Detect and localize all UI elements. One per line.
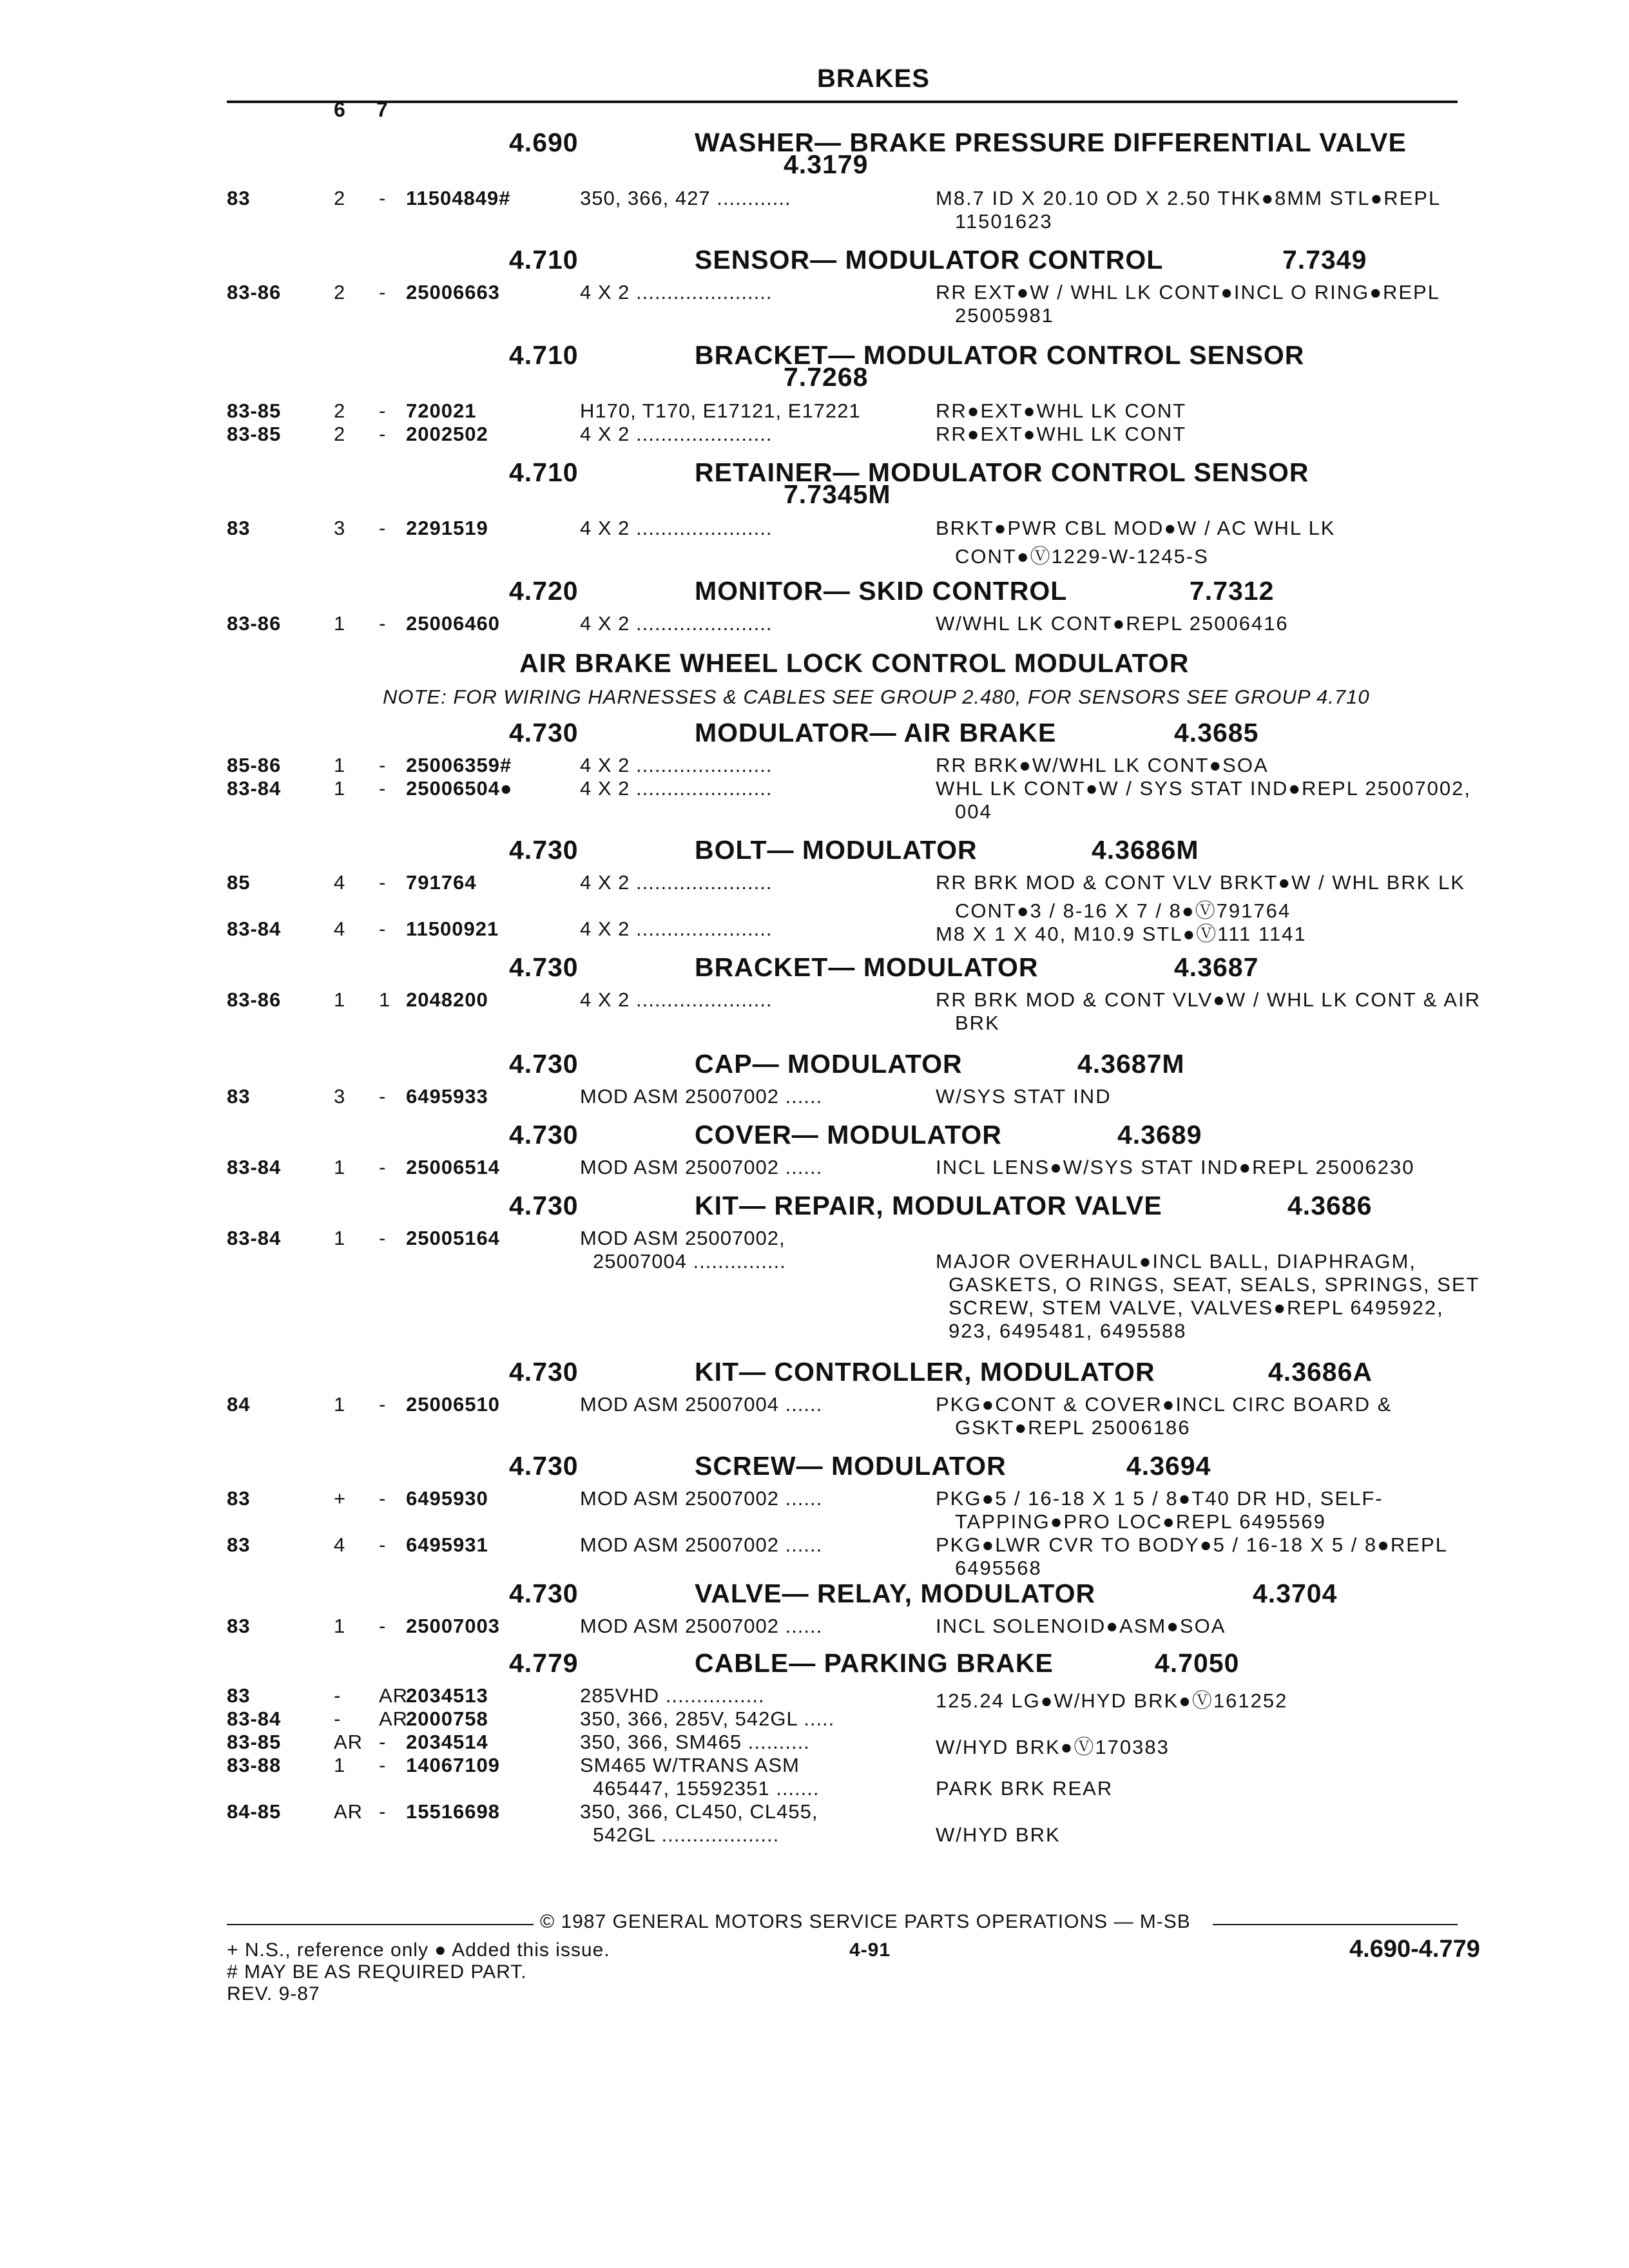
part-name: RETAINER— MODULATOR CONTROL SENSOR [695, 457, 1309, 487]
description-cont: MAJOR OVERHAUL●INCL BALL, DIAPHRAGM, [936, 1250, 1416, 1273]
group-code: 7.7345M [784, 479, 891, 509]
model-year: 83 [227, 517, 251, 539]
description: M8 X 1 X 40, M10.9 STL●Ⓥ111 1141 [936, 923, 1307, 945]
qty-col-7: 1 [379, 988, 391, 1011]
part-number: 11504849# [406, 187, 511, 209]
qty-col-6: 2 [334, 423, 346, 445]
part-number: 6495931 [406, 1533, 488, 1556]
description-cont: W/HYD BRK [936, 1823, 1061, 1846]
description: PKG●LWR CVR TO BODY●5 / 16-18 X 5 / 8●REPL [936, 1533, 1448, 1556]
part-number: 25006514 [406, 1156, 500, 1178]
description-cont: 11501623 [955, 210, 1053, 233]
group-code: 4.3694 [1126, 1451, 1211, 1481]
description: PKG●5 / 16-18 X 1 5 / 8●T40 DR HD, SELF- [936, 1487, 1383, 1510]
description-cont: SCREW, STEM VALVE, VALVES●REPL 6495922, [949, 1296, 1444, 1319]
application: MOD ASM 25007002 ...... [580, 1085, 823, 1108]
group-code: 7.7312 [1190, 576, 1275, 606]
model-year: 84 [227, 1393, 251, 1416]
column-header-7: 7 [376, 98, 388, 121]
part-number: 2002502 [406, 423, 488, 445]
application: 4 X 2 ...................... [580, 777, 773, 800]
qty-col-7: - [379, 281, 387, 303]
application: 4 X 2 ...................... [580, 281, 773, 303]
application: H170, T170, E17121, E17221 [580, 399, 861, 422]
model-year: 83-84 [227, 1707, 282, 1730]
application: 350, 366, SM465 .......... [580, 1731, 810, 1753]
part-name: MONITOR— SKID CONTROL [695, 576, 1068, 606]
application-cont: 465447, 15592351 ....... [593, 1777, 820, 1800]
description: 125.24 LG●W/HYD BRK●Ⓥ161252 [936, 1689, 1288, 1712]
group-number: 4.730 [509, 1579, 579, 1608]
part-number: 25006460 [406, 612, 500, 635]
qty-col-7: - [379, 1487, 387, 1510]
group-number: 4.730 [509, 1049, 579, 1079]
qty-col-7: - [379, 1227, 387, 1249]
application: 350, 366, CL450, CL455, [580, 1800, 818, 1823]
group-number: 4.730 [509, 1191, 579, 1220]
qty-col-6: 1 [334, 1393, 346, 1416]
group-code: 4.3685 [1174, 718, 1259, 747]
application: 4 X 2 ...................... [580, 918, 773, 940]
part-name: COVER— MODULATOR [695, 1120, 1002, 1149]
part-name: CABLE— PARKING BRAKE [695, 1648, 1054, 1678]
qty-col-7: - [379, 918, 387, 940]
qty-col-7: - [379, 1533, 387, 1556]
qty-col-7: - [379, 1393, 387, 1416]
model-year: 83-86 [227, 988, 282, 1011]
description: PKG●CONT & COVER●INCL CIRC BOARD & [936, 1393, 1393, 1416]
qty-col-7: AR [379, 1684, 409, 1707]
part-number: 14067109 [406, 1754, 500, 1776]
qty-col-7: AR [379, 1707, 409, 1730]
description-cont: CONT●Ⓥ1229-W-1245-S [955, 545, 1209, 568]
part-number: 6495933 [406, 1085, 488, 1108]
qty-col-6: 1 [334, 1615, 346, 1637]
part-number: 25006510 [406, 1393, 500, 1416]
qty-col-7: - [379, 187, 387, 209]
description: RR●EXT●WHL LK CONT [936, 399, 1187, 422]
application-cont: 542GL ................... [593, 1823, 780, 1846]
group-code: 4.3686A [1268, 1357, 1373, 1387]
qty-col-6: 4 [334, 918, 346, 940]
part-number: 25006504● [406, 777, 513, 800]
page-number: 4-91 [849, 1939, 891, 1961]
air-brake-note: NOTE: FOR WIRING HARNESSES & CABLES SEE GROUP 2.480, FOR SENSORS SEE GROUP 4.710 [383, 686, 1370, 708]
group-number: 4.710 [509, 457, 579, 487]
group-code: 4.3686 [1287, 1191, 1373, 1220]
description: BRKT●PWR CBL MOD●W / AC WHL LK [936, 517, 1336, 539]
group-number: 4.730 [509, 1357, 579, 1387]
qty-col-7: - [379, 1156, 387, 1178]
qty-col-6: 2 [334, 187, 346, 209]
part-name: CAP— MODULATOR [695, 1049, 963, 1079]
model-year: 83-88 [227, 1754, 282, 1776]
part-name: MODULATOR— AIR BRAKE [695, 718, 1057, 747]
footer-note-1: + N.S., reference only ● Added this issue. [227, 1939, 610, 1961]
model-year: 85-86 [227, 754, 282, 776]
application: MOD ASM 25007004 ...... [580, 1393, 823, 1416]
part-name: SCREW— MODULATOR [695, 1451, 1007, 1481]
part-number: 15516698 [406, 1800, 500, 1823]
qty-col-6: 1 [334, 988, 346, 1011]
qty-col-6: 3 [334, 517, 346, 539]
part-number: 791764 [406, 871, 477, 894]
description-cont: BRK [955, 1012, 1000, 1034]
application: 4 X 2 ...................... [580, 988, 773, 1011]
part-name: KIT— CONTROLLER, MODULATOR [695, 1357, 1155, 1387]
description: RR EXT●W / WHL LK CONT●INCL O RING●REPL [936, 281, 1440, 303]
application: MOD ASM 25007002 ...... [580, 1156, 823, 1178]
part-number: 2034514 [406, 1731, 488, 1753]
model-year: 83-86 [227, 612, 282, 635]
group-code: 4.7050 [1155, 1648, 1240, 1678]
qty-col-7: - [379, 754, 387, 776]
footer-rule-right [1213, 1924, 1458, 1925]
model-year: 83 [227, 1615, 251, 1637]
qty-col-6: 1 [334, 1754, 346, 1776]
part-number: 2291519 [406, 517, 488, 539]
description: RR BRK●W/WHL LK CONT●SOA [936, 754, 1269, 776]
qty-col-6: 4 [334, 1533, 346, 1556]
group-number: 4.730 [509, 835, 579, 865]
qty-col-6: 1 [334, 612, 346, 635]
qty-col-6: 3 [334, 1085, 346, 1108]
qty-col-6: AR [334, 1731, 363, 1753]
application: 4 X 2 ...................... [580, 871, 773, 894]
description-cont: 6495568 [955, 1557, 1042, 1579]
model-year: 83-85 [227, 399, 282, 422]
application: MOD ASM 25007002, [580, 1227, 786, 1249]
description: WHL LK CONT●W / SYS STAT IND●REPL 25007002, [936, 777, 1471, 800]
group-number: 4.690 [509, 128, 579, 157]
model-year: 83-84 [227, 1227, 282, 1249]
model-year: 83-84 [227, 918, 282, 940]
description-cont: CONT●3 / 8-16 X 7 / 8●Ⓥ791764 [955, 899, 1291, 922]
part-number: 2000758 [406, 1707, 488, 1730]
qty-col-7: - [379, 1085, 387, 1108]
qty-col-7: - [379, 871, 387, 894]
description: INCL SOLENOID●ASM●SOA [936, 1615, 1226, 1637]
description: INCL LENS●W/SYS STAT IND●REPL 25006230 [936, 1156, 1415, 1178]
description-cont: GSKT●REPL 25006186 [955, 1416, 1191, 1439]
group-number: 4.720 [509, 576, 579, 606]
application-cont: 25007004 ............... [593, 1250, 786, 1273]
part-name: VALVE— RELAY, MODULATOR [695, 1579, 1096, 1608]
qty-col-6: 2 [334, 281, 346, 303]
group-code: 7.7268 [784, 362, 869, 392]
group-number: 4.710 [509, 340, 579, 370]
application: 4 X 2 ...................... [580, 612, 773, 635]
qty-col-7: - [379, 1800, 387, 1823]
qty-col-6: 1 [334, 777, 346, 800]
group-code: 4.3689 [1117, 1120, 1202, 1149]
application: MOD ASM 25007002 ...... [580, 1487, 823, 1510]
part-number: 2034513 [406, 1684, 488, 1707]
description-cont: PARK BRK REAR [936, 1777, 1113, 1800]
part-number: 11500921 [406, 918, 499, 940]
application: 350, 366, 427 ............ [580, 187, 791, 209]
application: SM465 W/TRANS ASM [580, 1754, 800, 1776]
footer-rule-left [227, 1924, 534, 1925]
copyright-line: © 1987 GENERAL MOTORS SERVICE PARTS OPERATIONS — M-SB [540, 1911, 1191, 1932]
description-cont: TAPPING●PRO LOC●REPL 6495569 [955, 1510, 1326, 1533]
group-code: 4.3704 [1253, 1579, 1338, 1608]
footer-note-3: REV. 9-87 [227, 1983, 320, 2004]
application: 285VHD ................ [580, 1684, 765, 1707]
qty-col-7: - [379, 423, 387, 445]
model-year: 83 [227, 1533, 251, 1556]
description: W/WHL LK CONT●REPL 25006416 [936, 612, 1289, 635]
qty-col-7: - [379, 1615, 387, 1637]
part-number: 25006359# [406, 754, 512, 776]
model-year: 83-84 [227, 777, 282, 800]
group-number: 4.730 [509, 1451, 579, 1481]
qty-col-7: - [379, 517, 387, 539]
part-number: 25006663 [406, 281, 500, 303]
part-number: 2048200 [406, 988, 488, 1011]
part-name: KIT— REPAIR, MODULATOR VALVE [695, 1191, 1162, 1220]
description: RR BRK MOD & CONT VLV BRKT●W / WHL BRK LK [936, 871, 1465, 894]
description: W/SYS STAT IND [936, 1085, 1112, 1108]
part-number: 25005164 [406, 1227, 500, 1249]
footer-note-2: # MAY BE AS REQUIRED PART. [227, 1961, 527, 1983]
model-year: 84-85 [227, 1800, 282, 1823]
group-number: 4.779 [509, 1648, 579, 1678]
application: 4 X 2 ...................... [580, 517, 773, 539]
group-code: 4.3686M [1092, 835, 1199, 865]
part-name: BRACKET— MODULATOR [695, 952, 1039, 982]
qty-col-6: 2 [334, 399, 346, 422]
qty-col-6: 1 [334, 1156, 346, 1178]
part-name: BRACKET— MODULATOR CONTROL SENSOR [695, 340, 1305, 370]
description: RR●EXT●WHL LK CONT [936, 423, 1187, 445]
model-year: 85 [227, 871, 251, 894]
part-name: WASHER— BRAKE PRESSURE DIFFERENTIAL VALVE [695, 128, 1407, 157]
model-year: 83-85 [227, 1731, 282, 1753]
description: W/HYD BRK●Ⓥ170383 [936, 1736, 1170, 1758]
group-number: 4.730 [509, 718, 579, 747]
group-number: 4.710 [509, 245, 579, 274]
description-cont: 004 [955, 800, 992, 823]
description-cont: GASKETS, O RINGS, SEAT, SEALS, SPRINGS, SET [949, 1273, 1480, 1296]
group-code: 7.7349 [1282, 245, 1367, 274]
model-year: 83 [227, 1487, 251, 1510]
model-year: 83-85 [227, 423, 282, 445]
group-code: 4.3687 [1174, 952, 1259, 982]
description: RR BRK MOD & CONT VLV●W / WHL LK CONT & AIR [936, 988, 1481, 1011]
part-name: BOLT— MODULATOR [695, 835, 978, 865]
model-year: 83 [227, 187, 251, 209]
application: 4 X 2 ...................... [580, 423, 773, 445]
model-year: 83-84 [227, 1156, 282, 1178]
application: MOD ASM 25007002 ...... [580, 1533, 823, 1556]
part-name: SENSOR— MODULATOR CONTROL [695, 245, 1164, 274]
qty-col-7: - [379, 612, 387, 635]
description-cont: 25005981 [955, 304, 1054, 327]
group-code: 4.3179 [784, 149, 869, 179]
air-brake-heading: AIR BRAKE WHEEL LOCK CONTROL MODULATOR [519, 648, 1190, 678]
group-code: 4.3687M [1077, 1049, 1185, 1079]
column-header-6: 6 [334, 98, 345, 121]
qty-col-6: - [334, 1707, 342, 1730]
header-rule [227, 101, 1458, 103]
qty-col-6: 4 [334, 871, 346, 894]
qty-col-7: - [379, 1731, 387, 1753]
group-number: 4.730 [509, 1120, 579, 1149]
qty-col-7: - [379, 1754, 387, 1776]
description-cont: 923, 6495481, 6495588 [949, 1320, 1187, 1342]
qty-col-7: - [379, 399, 387, 422]
qty-col-6: + [334, 1487, 347, 1510]
qty-col-6: 1 [334, 1227, 346, 1249]
qty-col-6: 1 [334, 754, 346, 776]
qty-col-6: AR [334, 1800, 363, 1823]
part-number: 720021 [406, 399, 477, 422]
application: MOD ASM 25007002 ...... [580, 1615, 823, 1637]
description: M8.7 ID X 20.10 OD X 2.50 THK●8MM STL●REPL [936, 187, 1441, 209]
model-year: 83-86 [227, 281, 282, 303]
model-year: 83 [227, 1085, 251, 1108]
model-year: 83 [227, 1684, 251, 1707]
group-range: 4.690-4.779 [1349, 1936, 1480, 1963]
application: 350, 366, 285V, 542GL ..... [580, 1707, 835, 1730]
qty-col-7: - [379, 777, 387, 800]
page-title: BRAKES [817, 64, 930, 93]
part-number: 25007003 [406, 1615, 500, 1637]
part-number: 6495930 [406, 1487, 488, 1510]
application: 4 X 2 ...................... [580, 754, 773, 776]
group-number: 4.730 [509, 952, 579, 982]
qty-col-6: - [334, 1684, 342, 1707]
